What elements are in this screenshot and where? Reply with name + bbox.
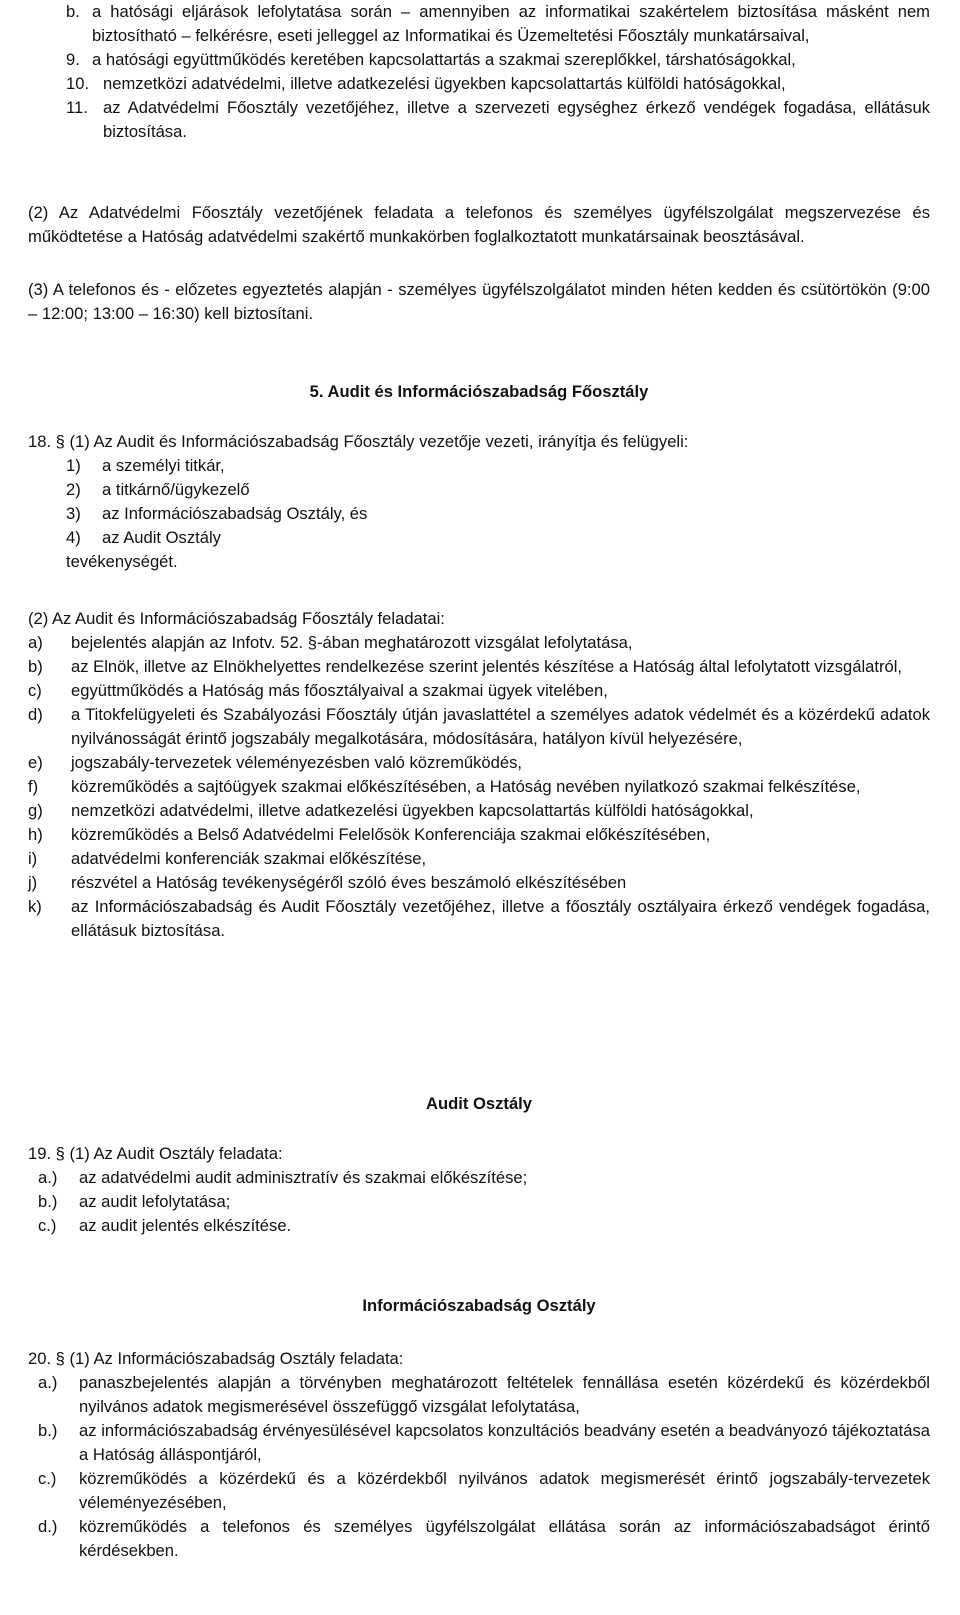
item-label: 2) bbox=[66, 480, 81, 499]
item-text: adatvédelmi konferenciák szakmai előkészítése, bbox=[71, 849, 427, 868]
numbered-list bbox=[28, 454, 930, 574]
section-18-2 bbox=[28, 607, 930, 943]
item-text: az audit jelentés elkészítése. bbox=[79, 1216, 292, 1235]
list-item bbox=[28, 823, 930, 847]
paragraph-intro: 18. § (1) Az Audit és Információszabadság Főosztály vezetője vezeti, irányítja és felügyeli: bbox=[28, 432, 689, 451]
list-item bbox=[28, 0, 930, 48]
item-text: együttműködés a Hatóság más főosztályaival a szakmai ügyek vitelében, bbox=[71, 681, 608, 700]
item-label: b.) bbox=[38, 1192, 58, 1211]
item-text: jogszabály-tervezetek véleményezésben való közreműködés, bbox=[71, 753, 523, 772]
item-text: panaszbejelentés alapján a törvényben meghatározott feltételek fennállása esetén közérdekű és közérdekből nyilvános adatok megismerésével összefüggő vizsgálat lefolytatása, bbox=[79, 1373, 930, 1416]
item-text: a személyi titkár, bbox=[102, 456, 225, 475]
list-item bbox=[28, 751, 930, 775]
paragraph-intro: (2) Az Audit és Információszabadság Főosztály feladatai: bbox=[28, 609, 445, 628]
list-item bbox=[38, 1467, 930, 1515]
list-item bbox=[38, 1166, 930, 1190]
list-item bbox=[28, 679, 930, 703]
item-label: b.) bbox=[38, 1421, 58, 1440]
item-label: f) bbox=[28, 777, 39, 796]
list-item bbox=[28, 799, 930, 823]
list-item bbox=[28, 655, 930, 679]
section-20 bbox=[28, 1347, 930, 1563]
list-item bbox=[66, 502, 930, 526]
item-text: nemzetközi adatvédelmi, illetve adatkezelési ügyekben kapcsolattartás külföldi hatóságokkal, bbox=[71, 801, 754, 820]
item-text: közreműködés a Belső Adatvédelmi Felelősök Konferenciája szakmai előkészítésében, bbox=[71, 825, 711, 844]
list-item bbox=[38, 1515, 930, 1563]
item-label: i) bbox=[28, 849, 38, 868]
item-label: 11. bbox=[66, 98, 88, 117]
item-text: az Információszabadság Osztály, és bbox=[102, 504, 368, 523]
paragraph-intro: 20. § (1) Az Információszabadság Osztály feladata: bbox=[28, 1349, 404, 1368]
paragraph-intro: 19. § (1) Az Audit Osztály feladata: bbox=[28, 1144, 283, 1163]
list-item bbox=[38, 1371, 930, 1419]
item-text: közreműködés a sajtóügyek szakmai előkészítésében, a Hatóság nevében nyilatkozó szakmai felkészítése, bbox=[71, 777, 861, 796]
list-item bbox=[66, 478, 930, 502]
list-item bbox=[38, 1190, 930, 1214]
item-label: e) bbox=[28, 753, 43, 772]
item-text: az adatvédelmi audit adminisztratív és szakmai előkészítése; bbox=[79, 1168, 528, 1187]
item-label: d) bbox=[28, 705, 43, 724]
list-item bbox=[28, 631, 930, 655]
list-item bbox=[28, 871, 930, 895]
item-label: h) bbox=[28, 825, 43, 844]
section-19 bbox=[28, 1142, 930, 1238]
item-label: c.) bbox=[38, 1469, 57, 1488]
item-label: 9. bbox=[66, 50, 80, 69]
item-label: b) bbox=[28, 657, 43, 676]
list-item bbox=[28, 703, 930, 751]
item-text: az audit lefolytatása; bbox=[79, 1192, 231, 1211]
lettered-list bbox=[28, 1371, 930, 1563]
item-text: a titkárnő/ügykezelő bbox=[102, 480, 250, 499]
item-label: c) bbox=[28, 681, 42, 700]
item-label: a.) bbox=[38, 1168, 58, 1187]
list-item bbox=[28, 48, 930, 72]
item-label: d.) bbox=[38, 1517, 58, 1536]
item-label: 4) bbox=[66, 528, 81, 547]
paragraph-2: (2) Az Adatvédelmi Főosztály vezetőjének feladata a telefonos és személyes ügyfélszolgálat megszervezése és működtetése a Hatóság adatvédelmi szakértő munkakörben foglalkoztatott munkatársainak beosztásával. bbox=[28, 203, 930, 246]
list-item bbox=[66, 526, 930, 550]
list-item bbox=[28, 96, 930, 144]
item-label: k) bbox=[28, 897, 42, 916]
item-text: az Adatvédelmi Főosztály vezetőjéhez, illetve a szervezeti egységhez érkező vendégek fogadása, ellátásuk biztosítása. bbox=[103, 98, 930, 141]
section-heading: Információszabadság Osztály bbox=[362, 1296, 596, 1315]
list-item bbox=[38, 1214, 930, 1238]
item-label: 3) bbox=[66, 504, 81, 523]
item-text: közreműködés a telefonos és személyes ügyfélszolgálat ellátása során az információszabadságot érintő kérdésekben. bbox=[79, 1517, 930, 1560]
item-text: részvétel a Hatóság tevékenységéről szóló éves beszámoló elkészítésében bbox=[71, 873, 627, 892]
item-text: az Elnök, illetve az Elnökhelyettes rendelkezése szerint jelentés készítése a Hatóság által lefolytatott vizsgálatról, bbox=[71, 657, 903, 676]
top-list bbox=[28, 0, 930, 144]
list-item bbox=[28, 895, 930, 943]
item-text: a Titokfelügyeleti és Szabályozási Főosztály útján javaslattétel a személyes adatok védelmét és a közérdekű adatok nyilvánosságát érintő jogszabály megalkotására, módosítására, hatályon kívül helyezésére, bbox=[71, 705, 930, 748]
section-heading: 5. Audit és Információszabadság Főosztály bbox=[309, 382, 649, 401]
list-item bbox=[66, 454, 930, 478]
item-label: 10. bbox=[66, 74, 90, 93]
item-text: a hatósági együttműködés keretében kapcsolattartás a szakmai szereplőkkel, társhatóságokkal, bbox=[92, 50, 796, 69]
paragraph-tail: tevékenységét. bbox=[66, 552, 178, 571]
list-item bbox=[28, 775, 930, 799]
item-label: g) bbox=[28, 801, 43, 820]
item-text: közreműködés a közérdekű és a közérdekből nyilvános adatok megismerését érintő jogszabály-tervezetek véleményezésében, bbox=[79, 1469, 930, 1512]
item-label: a.) bbox=[38, 1373, 58, 1392]
list-item bbox=[28, 72, 930, 96]
lettered-list bbox=[28, 631, 930, 943]
item-text: az információszabadság érvényesülésével kapcsolatos konzultációs beadvány esetén a beadványozó tájékoztatása a Hatóság álláspontjáról, bbox=[79, 1421, 930, 1464]
item-label: a) bbox=[28, 633, 43, 652]
item-text: nemzetközi adatvédelmi, illetve adatkezelési ügyekben kapcsolattartás külföldi hatóságokkal, bbox=[103, 74, 786, 93]
item-label: j) bbox=[28, 873, 38, 892]
list-item bbox=[28, 847, 930, 871]
list-item bbox=[38, 1419, 930, 1467]
item-text: a hatósági eljárások lefolytatása során – amennyiben az informatikai szakértelem biztosítása másként nem biztosítható – felkérésre, eseti jelleggel az Informatikai és Üzemeltetési Főosztály munkatársaival, bbox=[92, 2, 930, 45]
section-18 bbox=[28, 430, 930, 574]
paragraph-3: (3) A telefonos és - előzetes egyeztetés alapján - személyes ügyfélszolgálatot minden héten kedden és csütörtökön (9:00 – 12:00; 13:00 – 16:30) kell biztosítani. bbox=[28, 280, 930, 323]
item-text: az Audit Osztály bbox=[102, 528, 221, 547]
section-heading: Audit Osztály bbox=[425, 1094, 533, 1113]
item-label: b. bbox=[66, 2, 80, 21]
item-label: 1) bbox=[66, 456, 81, 475]
item-label: c.) bbox=[38, 1216, 57, 1235]
item-text: az Információszabadság és Audit Főosztály vezetőjéhez, illetve a főosztály osztályaira érkező vendégek fogadása, ellátásuk biztosítása. bbox=[71, 897, 930, 940]
lettered-list bbox=[28, 1166, 930, 1238]
item-text: bejelentés alapján az Infotv. 52. §-ában meghatározott vizsgálat lefolytatása, bbox=[71, 633, 633, 652]
